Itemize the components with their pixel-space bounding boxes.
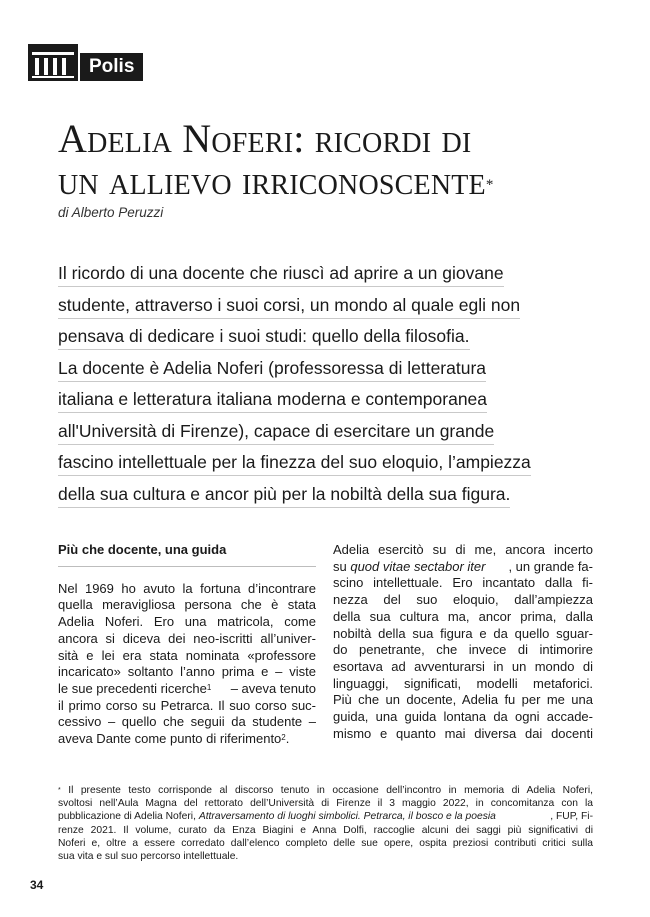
footnote-line: svoltosi nell’Aula Magna del rettorato dell’Università di Firenze il 3 maggio 2022, in concomitanza con la xyxy=(58,798,593,810)
abstract-line: all'Università di Firenze), capace di esercitare un grande xyxy=(58,416,578,448)
abstract-line: pensava di dedicare i suoi studi: quello della filosofia. xyxy=(58,321,578,353)
article-author: di Alberto Peruzzi xyxy=(58,205,164,220)
body-column-right xyxy=(333,542,593,742)
footnote-line: renze 2021. Il volume, curato da Enza Biagini e Anna Dolfi, raccoglie alcuni dei saggi più significativi di xyxy=(58,824,593,836)
section-heading: Più che docente, una guida xyxy=(58,542,316,567)
text-line: esortava ad avventurarsi in un mondo di xyxy=(333,658,593,674)
abstract-line: studente, attraverso i suoi corsi, un mondo al quale egli non xyxy=(58,290,578,322)
body-column-left xyxy=(58,542,316,748)
text-line: quella meravigliosa persona che è stata xyxy=(58,597,316,613)
text-fragment: . xyxy=(285,731,290,747)
footnote xyxy=(58,784,593,863)
text-fragment: aveva Dante come punto di riferimento xyxy=(58,731,282,747)
title-footnote-mark: * xyxy=(485,177,494,193)
text-fragment: , FUP, Fi- xyxy=(550,811,593,823)
abstract-line: fascino intellettuale per la finezza del suo eloquio, l’ampiezza xyxy=(58,447,578,479)
building-icon xyxy=(28,44,78,81)
text-line: nezza del suo eloquio, dall’ampiezza xyxy=(333,592,593,608)
title-line-1: Adelia Noferi: ricordi di xyxy=(58,116,472,161)
text-line: linguaggi, significati, modelli metaforici. xyxy=(333,675,593,691)
section-label: Polis xyxy=(80,53,143,81)
text-line: Adelia Noferi. Ero una matricola, come xyxy=(58,614,316,630)
text-line: mismo e quanto mai diversa dai docenti xyxy=(333,725,593,741)
text-line: do penetrante, che invece di intimorire xyxy=(333,642,593,658)
text-fragment: le sue precedenti ricerche xyxy=(58,680,207,696)
text-line: il primo corso su Petrarca. Il suo corso suc- xyxy=(58,697,316,713)
text-line xyxy=(333,559,593,576)
text-fragment: , un grande fa- xyxy=(508,558,593,574)
abstract-line: italiana e letteratura italiana moderna e contemporanea xyxy=(58,384,578,416)
article-title xyxy=(58,118,618,202)
footnote-line xyxy=(58,810,593,823)
footnote-line: Noferi e, oltre a essere corredato dall’elenco completo delle sue opere, ospita preziosi contributi critici sulla xyxy=(58,837,593,849)
footnote-ref-2: 2 xyxy=(281,733,286,743)
text-line: cessivo – quello che seguii da studente – xyxy=(58,714,316,730)
text-line: sità e lei era stata nominata «professore xyxy=(58,647,316,663)
text-line: della sua cultura ma, ancor prima, dalla xyxy=(333,608,593,624)
article-abstract xyxy=(58,258,578,510)
text-line: ancora si diceva dei neo-iscritti all’univer- xyxy=(58,630,316,646)
abstract-line: Il ricordo di una docente che riuscì ad aprire a un giovane xyxy=(58,258,578,290)
abstract-line: La docente è Adelia Noferi (professoressa di letteratura xyxy=(58,353,578,385)
text-fragment: su xyxy=(333,558,351,574)
footnote-mark: * xyxy=(58,787,61,794)
text-line: nobiltà della sua figura e da quello sguar- xyxy=(333,625,593,641)
abstract-line: della sua cultura e ancor più per la nobiltà della sua figura. xyxy=(58,479,578,511)
title-line-2: un allievo irriconoscente xyxy=(58,158,486,203)
text-line: Adelia esercitò su di me, ancora incerto xyxy=(333,542,593,557)
text-line xyxy=(58,681,316,698)
text-line: guida, una guida lontana da ogni accade- xyxy=(333,709,593,725)
page-number: 34 xyxy=(30,878,44,892)
latin-quote: quod vitae sectabor iter xyxy=(350,558,486,574)
book-title: Attraversamento di luoghi simbolici. Petrarca, il bosco e la poesia xyxy=(198,811,496,823)
text-fragment: pubblicazione di Adelia Noferi, xyxy=(58,811,199,823)
footnote-line: sua vita e sul suo percorso intellettuale. xyxy=(58,851,239,863)
text-line xyxy=(58,731,316,748)
text-fragment: – aveva tenuto xyxy=(227,680,316,696)
footnote-line: * Il presente testo corrisponde al discorso tenuto in occasione dell’incontro in memoria di Adelia Noferi, xyxy=(58,785,593,796)
text-line: scino intellettuale. Ero incantato dalla fi- xyxy=(333,575,593,591)
body-paragraph xyxy=(58,581,316,748)
footnote-ref-1: 1 xyxy=(206,682,212,692)
text-line: Più che un docente, Adelia fu per me una xyxy=(333,692,593,708)
section-header xyxy=(28,44,143,81)
text-line: incaricato» soltanto l’anno prima e – viste xyxy=(58,664,316,680)
text-line: Nel 1969 ho avuto la fortuna d’incontrare xyxy=(58,580,316,596)
